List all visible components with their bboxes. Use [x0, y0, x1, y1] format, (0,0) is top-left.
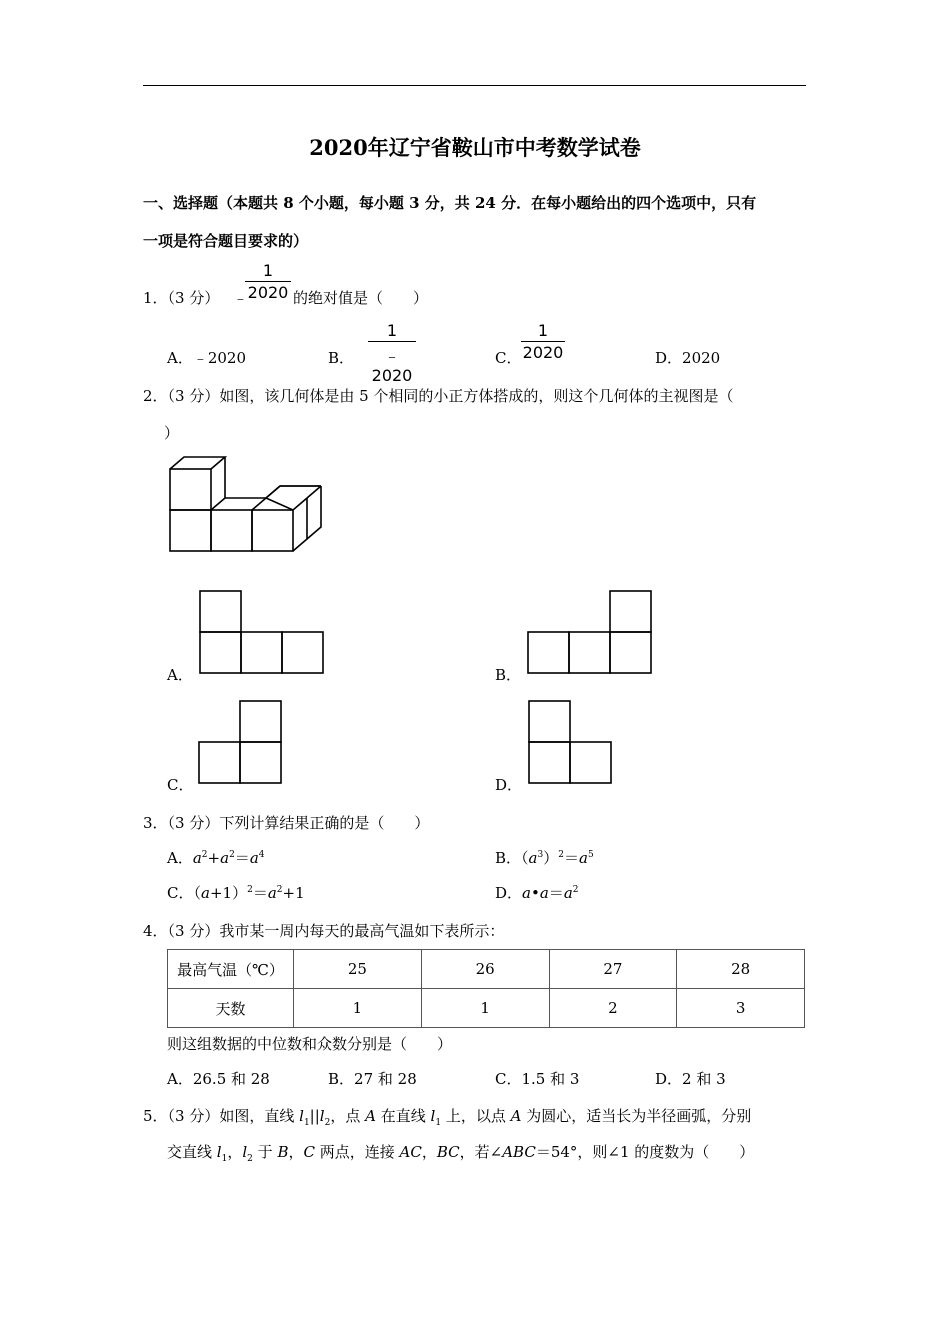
- q2-option-b-label: B．: [495, 666, 522, 684]
- q3-option-d-label: D．: [495, 884, 523, 902]
- q5-text-line1: 5．（3 分）如图，直线 $l_1||l_2$，点 A 在直线 $l_1$ 上，以点 A 为圆心，适当长为半径画弧，分别: [143, 1107, 752, 1128]
- q1-option-a: A．﹣2020: [167, 349, 247, 367]
- q3-option-a: A．$a^2+a^2=a^4$: [167, 849, 265, 867]
- q4-option-a: A．26.5 和 28: [167, 1070, 270, 1088]
- q4-option-b: B．27 和 28: [328, 1070, 417, 1088]
- q2-text-line2: ）: [164, 424, 180, 442]
- section-heading-line2: 一项是符合题目要求的）: [143, 232, 309, 250]
- table-cell: 最高气温（℃）: [168, 950, 294, 989]
- q4-option-d: D．2 和 3: [655, 1070, 726, 1088]
- q5-text-part: ，: [288, 1143, 304, 1161]
- q5-text-part: 于: [252, 1143, 278, 1161]
- page-title: 2020年辽宁省鞍山市中考数学试卷: [309, 135, 641, 160]
- q1-minus: ﹣: [233, 289, 249, 307]
- q3-option-d: D．$a•a=a^2$: [495, 884, 579, 902]
- q5-text-part: ＝54°，则∠1 的度数为（ ）: [535, 1143, 755, 1161]
- q2-solid-figure: [168, 455, 328, 555]
- q1-option-b-fraction: [368, 321, 416, 385]
- q1-option-c-denominator: 2020: [522, 343, 564, 362]
- q1-option-b-bar: [368, 341, 416, 342]
- table-cell: 25: [294, 950, 422, 989]
- q5-text-part: 在直线: [375, 1107, 431, 1125]
- q3-option-b: B．$(a^3)^2=a^5$: [495, 849, 594, 867]
- q5-text-part: 5．（3 分）如图，直线: [143, 1107, 300, 1125]
- q1-fraction-bar: [245, 281, 291, 282]
- table-cell: 1: [421, 989, 549, 1028]
- q3-text: 3．（3 分）下列计算结果正确的是（ ）: [143, 814, 430, 832]
- temperature-table: [167, 949, 805, 1028]
- q1-fraction: [245, 261, 291, 302]
- q1-prefix: 1．（3 分）: [143, 289, 220, 307]
- q5-text-part: 上，以点: [441, 1107, 511, 1125]
- q1-option-c-label: C．: [495, 349, 522, 367]
- table-cell: 26: [421, 950, 549, 989]
- q5-text-part: ，点: [330, 1107, 366, 1125]
- header-rule: [143, 85, 806, 86]
- table-row: [168, 989, 805, 1028]
- q2-option-c-figure: [198, 700, 282, 785]
- q1-numerator: 1: [262, 261, 274, 280]
- q1-suffix: 的绝对值是（ ）: [293, 289, 429, 307]
- q3-option-c-label: C．: [167, 884, 194, 902]
- q4-option-c: C．1.5 和 3: [495, 1070, 580, 1088]
- q3-option-c: C．$(a+1)^2=a^2+1$: [167, 884, 305, 902]
- q4-after-text: 则这组数据的中位数和众数分别是（ ）: [167, 1035, 453, 1053]
- q1-option-d: D．2020: [655, 349, 721, 367]
- table-cell: 27: [549, 950, 677, 989]
- q3-option-a-label: A．: [167, 849, 193, 867]
- table-cell: 28: [677, 950, 805, 989]
- q4-text: 4．（3 分）我市某一周内每天的最高气温如下表所示：: [143, 922, 505, 940]
- q1-denominator: 2020: [247, 283, 289, 302]
- q2-option-d-figure: [528, 700, 612, 785]
- q5-text-part: ，若∠: [459, 1143, 503, 1161]
- q3-option-b-label: B．: [495, 849, 522, 867]
- table-cell: 天数: [168, 989, 294, 1028]
- q1-option-b-label: B．: [328, 349, 355, 367]
- section-heading-line1: 一、选择题（本题共 8 个小题，每小题 3 分，共 24 分．在每小题给出的四个选项中，只有: [143, 194, 757, 212]
- q2-option-b-figure: [527, 590, 652, 675]
- table-row: [168, 950, 805, 989]
- q2-option-d-label: D．: [495, 776, 523, 794]
- q5-text-part: ，: [227, 1143, 243, 1161]
- table-cell: 2: [549, 989, 677, 1028]
- table-cell: 3: [677, 989, 805, 1028]
- q1-option-b-numerator: 1: [386, 321, 398, 340]
- q5-text-part: 交直线: [167, 1143, 217, 1161]
- q1-option-c-bar: [521, 341, 565, 342]
- table-cell: 1: [294, 989, 422, 1028]
- q2-option-a-figure: [199, 590, 324, 675]
- q5-text-part: 两点，连接: [314, 1143, 400, 1161]
- q2-option-a-label: A．: [167, 666, 193, 684]
- q1-option-c-fraction: [521, 321, 565, 362]
- q2-text-line1: 2．（3 分）如图，该几何体是由 5 个相同的小正方体搭成的，则这个几何体的主视图是（: [143, 387, 734, 405]
- q5-text-line2: 交直线 $l_1$，$l_2$ 于 B，C 两点，连接 AC，BC，若∠ABC＝54°，则∠1 的度数为（ ）: [167, 1143, 755, 1164]
- q1-option-c-numerator: 1: [537, 321, 549, 340]
- q5-text-part: 为圆心，适当长为半径画弧，分别: [521, 1107, 752, 1125]
- q5-text-part: ，: [421, 1143, 437, 1161]
- q1-option-b-denominator: ﹣2020: [371, 346, 413, 385]
- q2-option-c-label: C．: [167, 776, 194, 794]
